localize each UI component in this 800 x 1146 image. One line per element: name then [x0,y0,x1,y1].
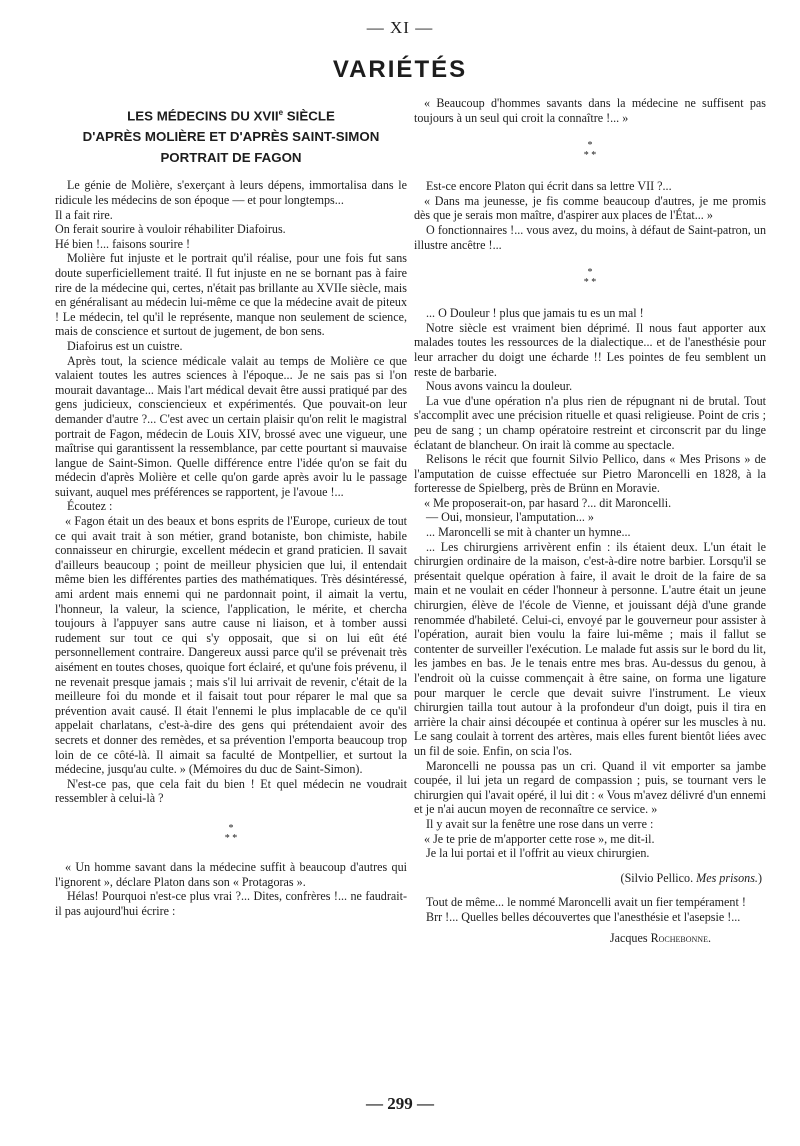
paragraph: Il a fait rire. [55,207,113,222]
quotation: « Un homme savant dans la médecine suffit à beaucoup d'autres qui l'ignorent », déclare Platon dans son « Protagoras ». [55,859,407,889]
paragraph: Brr !... Quelles belles découvertes que l'anesthésie et l'asepsie !... [426,909,741,924]
asterism-star: * [583,277,589,289]
source-author: (Silvio Pellico. [620,870,697,885]
quotation: « Fagon était un des beaux et bons esprits de l'Europe, curieux de tout ce qui avait trait à son métier, grand botaniste, bon chimiste, habile connaisseur en chirurgie, excellent médecin et grand praticien. Il savait d'ailleurs beaucoup ; point de meilleur physicien que lui, il entendait même bien les différentes parties des mathématiques. Très désintéressé, ami ardent mais ennemi qui ne pardonnait point, il aimait la vertu, l'honneur, la valeur, la science, l'application, le mérite, et chercha toujours à l'appuyer sans autre cause ni liaison, et à tomber aussi rudement sur tout ce qui s'y opposait, que si on lui eût été personnellement contraire. Dangereux aussi parce qu'il se prévenait très aisément en toutes choses, quoique fort éclairé, et qu'une fois prévenu, il ne revenait presque jamais ; mais s'il lui arrivait de revenir, c'était de la meilleure foi du monde et il faisait tout pour réparer le mal que sa prévention avait causé. Il était l'ennemi le plus implacable de ce qu'il appelait charlatans, c'est-à-dire des gens qui prétendaient avoir des secrets et donner des remèdes, et sa prévention l'emporta beaucoup trop loin de ce côté-là. Il aimait sa faculté de Montpellier, et surtout la médecine, jusqu'au culte. » (Mémoires du duc de Saint-Simon). [55,514,407,777]
paragraph: La vue d'une opération n'a plus rien de répugnant ni de brutal. Tout s'accomplit avec une précision rituelle et quasi religieuse. Point de cris ; peu de sang ; un champ opératoire restreint et circonscrit par du linge éclatant de blancheur. On irait là comme au spectacle. [414,393,766,452]
asterism [414,268,766,288]
asterism-star: * [583,150,589,162]
asterism-star: * [587,267,593,279]
quotation: « Me proposerait-on, par hasard ?... dit Maroncelli. [424,495,672,510]
paragraph: Le génie de Molière, s'exerçant à leurs dépens, immortalisa dans le ridicule les médecins de son époque — et pour longtemps... [55,178,407,208]
paragraph: ... O Douleur ! plus que jamais tu es un mal ! [426,306,644,321]
paragraph: Après tout, la science médicale valait au temps de Molière ce que valaient toutes les autres sciences à l'époque... Je ne sais pas si l'on mourait davantage... Mais l'art médical devait être aussi pratiqué par des gens judicieux, consciencieux et expérimentés. Que pouvait-on leur demander d'autre ?... C'est avec un certain plaisir qu'on relit le magistral portrait de Fagon, médecin de Louis XIV, brossé avec une vigueur, une maîtrise qui garantissent la ressemblance, par cette pourtant si mauvaise langue de Saint-Simon. Quelle différence entre l'idée qu'on se fait du médecin d'après Molière et celle qu'on garde après avoir lu le passage suivant, auquel mes préférences se rapportent, je l'avoue !... [55,353,407,499]
paragraph: Il y avait sur la fenêtre une rose dans un verre : [426,816,654,831]
asterism-star: * [587,140,593,152]
source-citation [414,871,762,886]
paragraph: Hélas! Pourquoi n'est-ce plus vrai ?... Dites, confrères !... ne faudrait-il pas aujourd'hui écrire : [55,889,407,918]
paragraph: — Oui, monsieur, l'amputation... » [426,510,594,525]
title-line-1: LES MÉDECINS DU XVII [127,108,279,124]
asterism-star: * [228,822,234,834]
left-column [55,98,407,918]
paragraph: Je la lui portai et il l'offrit au vieux chirurgien. [426,846,650,861]
paragraph: Nous avons vaincu la douleur. [426,379,573,394]
title-superscript: e [278,108,284,117]
paragraph: O fonctionnaires !... vous avez, du moins, à défaut de Saint-patron, un illustre ancêtre !... [414,222,766,252]
paragraph: Diafoirus est un cuistre. [67,338,183,353]
author-last-name: Rochebonne. [650,930,711,945]
asterism [55,824,407,844]
source-close: ) [757,870,762,885]
author-first-name: Jacques [609,930,651,945]
asterism-star: * [591,150,597,162]
paragraph: Notre siècle est vraiment bien déprimé. Il nous faut apporter aux malades toutes les ressources de la dialectique... et de l'anesthésie pour leur arracher du doigt une écharde !! Les pointes de feu semblent un reste de barbarie. [414,320,766,379]
page-number: — 299 — [366,1094,434,1113]
right-column [414,96,766,945]
quotation: « Je te prie de m'apporter cette rose », me dit-il. [424,831,655,846]
section-title: VARIÉTÉS [332,56,468,83]
author-signature [414,931,711,946]
paragraph: Hé bien !... faisons sourire ! [55,236,191,251]
running-head: — XI — [366,18,434,37]
quotation: « Dans ma jeunesse, je fis comme beaucoup d'autres, je me promis dès que je serais mon maître, d'aspirer aux places de l'État... » [414,193,766,223]
paragraph: Relisons le récit que fournit Silvio Pellico, dans « Mes Prisons » de l'amputation de cuisse effectuée sur Pietro Maroncelli en 1828, à la forteresse de Spielberg, près de Brünn en Moravie. [414,452,766,496]
title-line-3: PORTRAIT DE FAGON [160,150,302,166]
article-title [55,102,407,168]
asterism [414,141,766,161]
paragraph: N'est-ce pas, que cela fait du bien ! Et quel médecin ne voudrait ressembler à celui-là ? [55,776,407,806]
paragraph: ... Les chirurgiens arrivèrent enfin : ils étaient deux. L'un était le chirurgien ordinaire de la maison, c'est-à-dire notre barbier. Lorsqu'il se présentait quelque opération à faire, il avait le droit de la faire de sa main et ne voulait en céder l'honneur à personne. L'autre était un jeune chirurgien, élève de l'école de Vienne, et jouissant déjà d'une grande renommée d'habileté. Celui-ci, envoyé par le gouverneur pour assister à l'opération, aurait bien voulu la faire lui-même ; mais il fallut se contenter de surveiller l'exécution. Le malade fut assis sur le bord du lit, les jambes en bas. Je le tenais entre mes bras. Au-dessus du genou, à l'endroit où la cuisse commençait à être saine, on forma une ligature pour marquer le cercle que devait suivre l'instrument. Le vieux chirurgien tailla tout autour à la profondeur d'un doigt, puis il tira en arrière la chair ainsi découpée et continua à opérer sur les muscles à nu. Le sang coulait à torrent des artères, mais elles furent bientôt liées avec un fil de soie. Enfin, on scia l'os. [414,539,766,758]
paragraph: ... Maroncelli se mit à chanter un hymne... [426,525,631,540]
asterism-star: * [591,277,597,289]
paragraph: Molière fut injuste et le portrait qu'il réalise, pour une fois fut sans doute superficiellement traité. Il fut injuste en ne se bornant pas à faire rire de la médecine qui, certes, n'était pas brillante au XVIIe siècle, mais en généralisant au médecin lui-même ce que la médecine avait de piteux ! Le médecin, tel qu'il le représente, manque non seulement de science, mais de conscience et surtout de jugement, de bon sens. [55,251,407,339]
asterism-star: * [232,832,238,844]
paragraph: Tout de même... le nommé Maroncelli avait un fier tempérament ! [426,895,746,910]
paragraph: Écoutez : [67,499,113,514]
asterism-star: * [224,832,230,844]
paragraph: Maroncelli ne poussa pas un cri. Quand il vit emporter sa jambe coupée, il lui jeta un regard de compassion ; puis, se tournant vers le chirurgien qui l'avait opéré, il lui dit : « Vous m'avez délivré d'un ennemi et je n'ai aucun moyen de reconnaître ce service. » [414,758,766,817]
source-work: Mes prisons. [696,870,758,885]
quotation: « Beaucoup d'hommes savants dans la médecine ne suffisent pas toujours à un seul qui croit la connaître !... » [414,96,766,125]
paragraph: On ferait sourire à vouloir réhabiliter Diafoirus. [55,222,286,237]
paragraph: Est-ce encore Platon qui écrit dans sa lettre VII ?... [426,179,672,194]
title-line-1-end: SIÈCLE [283,108,335,124]
title-line-2: D'APRÈS MOLIÈRE ET D'APRÈS SAINT-SIMON [82,129,380,145]
